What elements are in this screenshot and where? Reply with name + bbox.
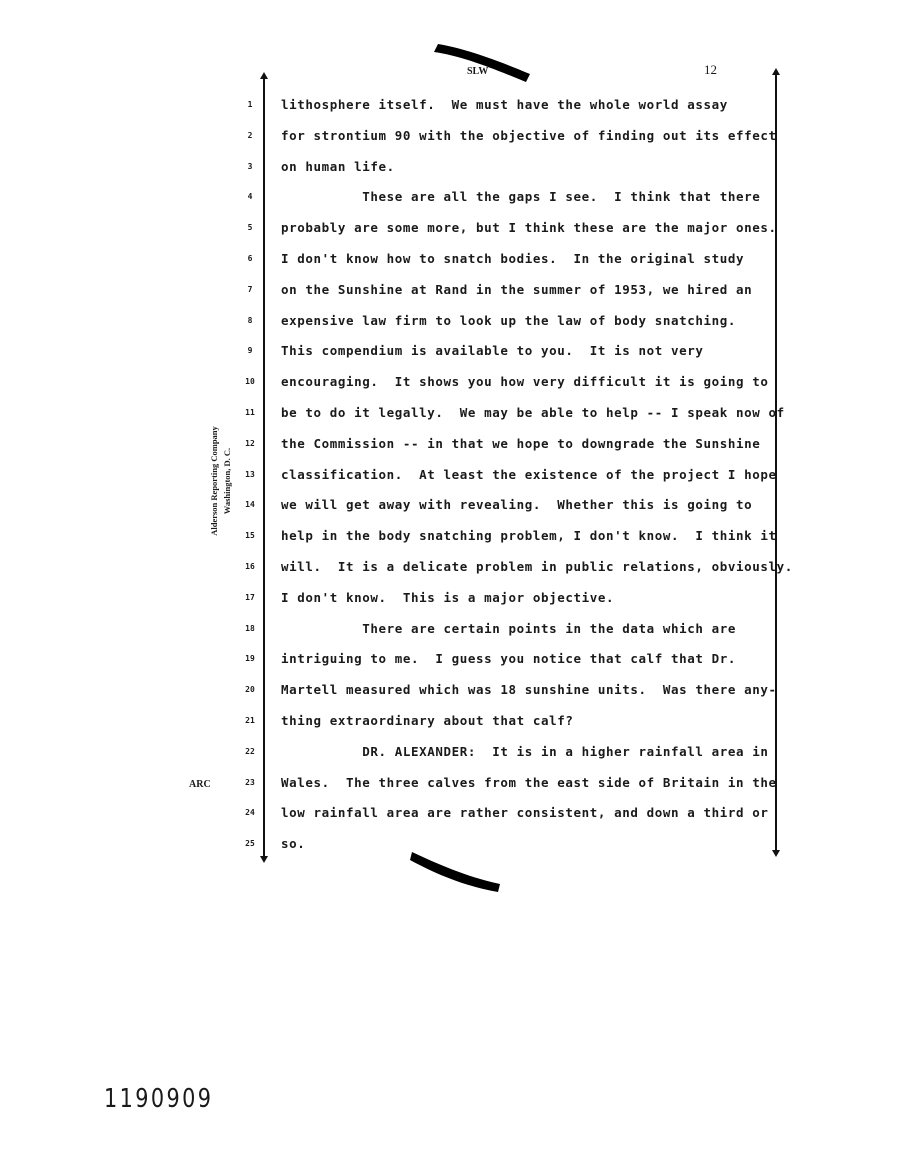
transcript-line: lithosphere itself. We must have the whole world assay [281,97,728,112]
reporting-company-label [208,361,238,601]
line-number: 10 [245,377,255,387]
transcript-line: so. [281,836,306,852]
left-margin-rule [263,78,265,858]
transcript-line: There are certain points in the data which are [281,620,737,636]
company-city: Washington, D. C. [222,447,232,515]
line-number: 19 [245,654,255,664]
transcript-line: help in the body snatching problem, I don't know. I think it [281,528,777,544]
bottom-ink-smear [408,846,504,896]
line-number: 20 [245,685,255,695]
transcript-line: be to do it legally. We may be able to help -- I speak now of [281,405,785,420]
transcript-line: thing extraordinary about that calf? [281,713,574,728]
line-number: 25 [245,839,255,849]
company-name: Alderson Reporting Company [209,426,219,536]
top-ink-smear [432,36,536,86]
line-number: 16 [245,562,255,571]
document-id: 1190909 [104,1084,214,1114]
line-number: 22 [245,746,255,756]
line-number: 6 [247,254,253,263]
line-number: 15 [245,531,255,541]
transcript-line: These are all the gaps I see. I think that there [281,189,761,205]
transcript-line: I don't know. This is a major objective. [281,589,615,605]
line-number: 3 [247,161,253,171]
transcript-line: classification. At least the existence of the project I hope [281,466,777,482]
transcript-line: for strontium 90 with the objective of finding out its effect [281,127,777,143]
header-stamp: SLW [467,66,489,77]
line-number: 2 [247,130,253,140]
transcript-line: DR. ALEXANDER: It is in a higher rainfall area in [281,743,769,759]
page-number: 12 [704,62,717,77]
transcript-line: probably are some more, but I think these are the major ones. [281,220,777,236]
transcript-line: This compendium is available to you. It is not very [281,343,704,359]
transcript-line: Wales. The three calves from the east side of Britain in the [281,774,777,790]
line-number: 7 [247,284,253,294]
transcript-line: on the Sunshine at Rand in the summer of 1953, we hired an [281,281,753,297]
line-number: 24 [245,808,255,818]
line-number: 11 [245,408,255,417]
transcript-line: I don't know how to snatch bodies. In the original study [281,251,745,266]
line-number: 23 [245,777,255,787]
line-number: 12 [245,438,255,448]
line-number: 21 [245,716,255,725]
transcript-line: Martell measured which was 18 sunshine units. Was there any- [281,682,777,698]
line-number: 17 [245,592,255,602]
transcript-line: low rainfall area are rather consistent, and down a third or [281,805,769,821]
line-number: 4 [247,192,253,202]
transcript-line: on human life. [281,158,395,174]
line-number: 13 [245,469,255,479]
line-number: 1 [247,100,253,109]
line-number: 8 [247,315,253,325]
left-margin-arrow-down-icon [260,856,268,863]
line-number: 14 [245,500,255,510]
transcript-line: we will get away with revealing. Whether this is going to [281,497,753,513]
transcript-line: intriguing to me. I guess you notice that calf that Dr. [281,651,737,667]
transcript-line: encouraging. It shows you how very difficult it is going to [281,374,769,390]
line-number: 18 [245,623,255,633]
line-number: 9 [247,346,253,356]
transcript-line: expensive law firm to look up the law of body snatching. [281,312,737,328]
transcript-line: will. It is a delicate problem in public relations, obviously. [281,559,793,574]
transcript-line: the Commission -- in that we hope to downgrade the Sunshine [281,435,761,451]
reporter-initials: ARC [189,779,211,790]
line-number: 5 [247,223,253,233]
